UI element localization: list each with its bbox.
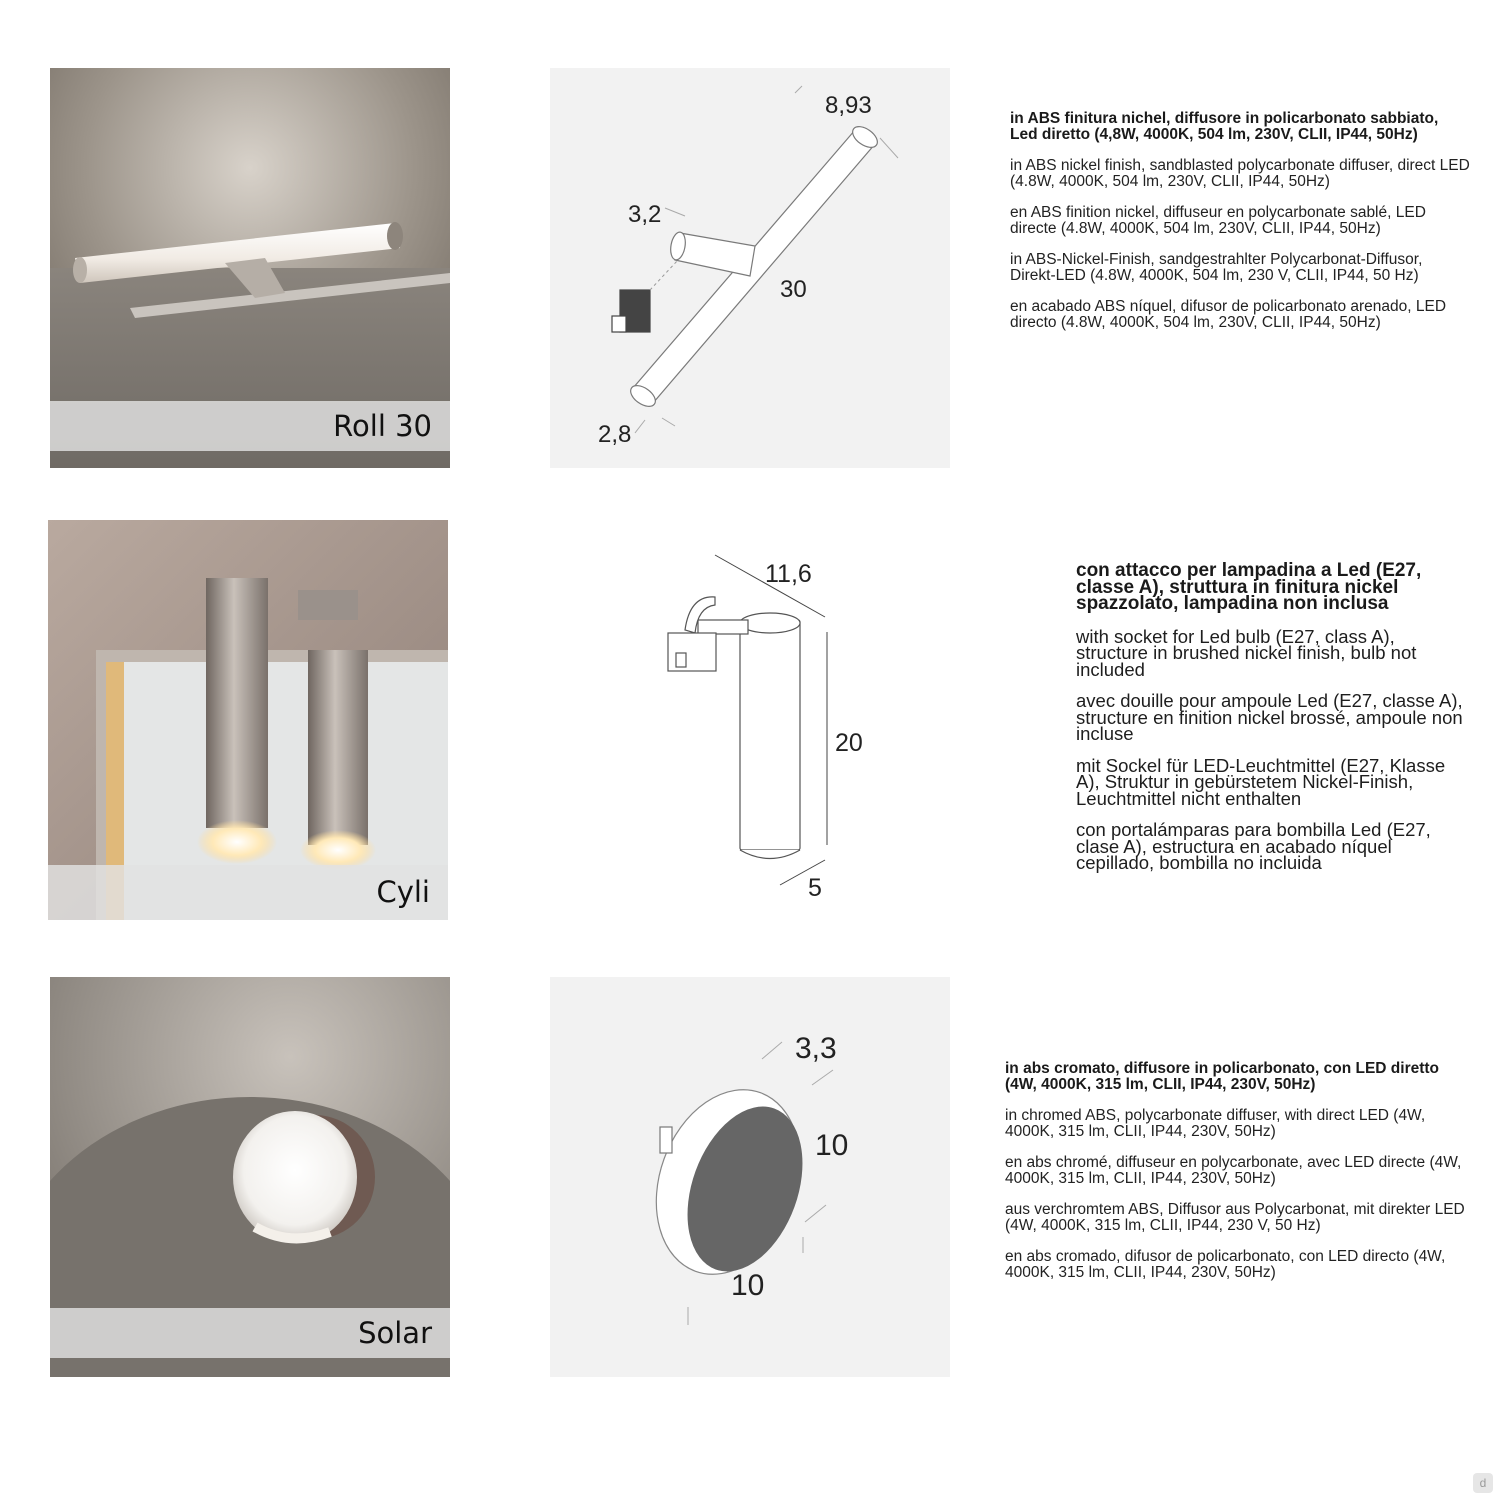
dimension-length: 30 xyxy=(780,276,807,303)
dimension-diameter: 5 xyxy=(808,874,822,902)
cyli-technical-drawing xyxy=(640,545,880,905)
spec-line-de: aus verchromtem ABS, Diffusor aus Polycarbonat, mit direkter LED (4W, 4000K, 315 lm, CLII, IP44, 230 V, 50 Hz) xyxy=(1005,1201,1465,1234)
roll-30-spec-block xyxy=(1010,111,1470,346)
roll-30-dimension-drawing xyxy=(550,68,950,468)
solar-photo xyxy=(50,977,450,1377)
spec-line-es: en abs cromado, difusor de policarbonato, con LED directo (4W, 4000K, 315 lm, CLII, IP44, 230V, 50Hz) xyxy=(1005,1248,1446,1281)
spec-line-es: con portalámparas para bombilla Led (E27, clase A), estructura en acabado níquel cepillado, bombilla no incluida xyxy=(1076,819,1431,873)
solar-spec-block xyxy=(1005,1061,1470,1296)
solar-technical-drawing xyxy=(550,977,950,1377)
cyli-lamp-image xyxy=(48,520,448,920)
dimension-depth: 8,93 xyxy=(825,92,872,119)
roll-30-technical-drawing xyxy=(550,68,950,468)
spec-line-en: with socket for Led bulb (E27, class A), structure in brushed nickel finish, bulb not included xyxy=(1076,625,1417,680)
dimension-height: 10 xyxy=(815,1129,849,1162)
brand-d-icon: d xyxy=(1473,1473,1493,1493)
cyli-spec-block xyxy=(1076,560,1471,887)
dimension-width: 10 xyxy=(731,1269,765,1302)
product-name-label: Cyli xyxy=(48,865,448,920)
dimension-diameter: 2,8 xyxy=(598,421,632,448)
spec-title: in abs cromato, diffusore in policarbonato, con LED diretto (4W, 4000K, 315 lm, CLII, IP44, 230V, 50Hz) xyxy=(1005,1060,1440,1093)
cyli-photo xyxy=(48,520,448,920)
dimension-depth: 11,6 xyxy=(765,560,812,588)
spec-line-en: in chromed ABS, polycarbonate diffuser, with direct LED (4W, 4000K, 315 lm, CLII, IP44, 230V, 50Hz) xyxy=(1005,1107,1426,1140)
product-name-label: Roll 30 xyxy=(50,401,450,451)
spec-line-de: in ABS-Nickel-Finish, sandgestrahlter Polycarbonat-Diffusor, Direkt-LED (4.8W, 4000K, 504 lm, 230 V, CLII, IP44, 50 Hz) xyxy=(1010,251,1423,284)
spec-line-fr: en abs chromé, diffuseur en polycarbonate, avec LED directe (4W, 4000K, 315 lm, CLII, IP44, 230V, 50Hz) xyxy=(1005,1154,1462,1187)
spec-line-es: en acabado ABS níquel, difusor de policarbonato arenado, LED directo (4.8W, 4000K, 504 lm, 230V, CLII, IP44, 50Hz) xyxy=(1010,298,1447,331)
spec-title: in ABS finitura nichel, diffusore in policarbonato sabbiato, Led diretto (4,8W, 4000K, 504 lm, 230V, CLII, IP44, 50Hz) xyxy=(1010,110,1439,143)
product-name-label: Solar xyxy=(50,1308,450,1358)
cyli-dimension-drawing xyxy=(640,545,880,905)
dimension-depth: 3,3 xyxy=(795,1032,837,1065)
dimension-arm: 3,2 xyxy=(628,201,662,228)
spec-line-fr: en ABS finition nickel, diffuseur en polycarbonate sablé, LED directe (4.8W, 4000K, 504 lm, 230V, CLII, IP44, 50Hz) xyxy=(1010,204,1426,237)
spec-line-de: mit Sockel für LED-Leuchtmittel (E27, Klasse A), Struktur in gebürstetem Nickel-Finish, Leuchtmittel nicht enthalten xyxy=(1076,754,1446,809)
roll-30-photo xyxy=(50,68,450,468)
spec-line-fr: avec douille pour ampoule Led (E27, classe A), structure en finition nickel brossé, ampoule non incluse xyxy=(1076,690,1463,744)
spec-line-en: in ABS nickel finish, sandblasted polycarbonate diffuser, direct LED (4.8W, 4000K, 504 lm, 230V, CLII, IP44, 50Hz) xyxy=(1010,157,1470,190)
spec-title: con attacco per lampadina a Led (E27, classe A), struttura in finitura nickel spazzolato, lampadina non inclusa xyxy=(1076,560,1422,614)
dimension-height: 20 xyxy=(835,729,863,757)
solar-dimension-drawing xyxy=(550,977,950,1377)
